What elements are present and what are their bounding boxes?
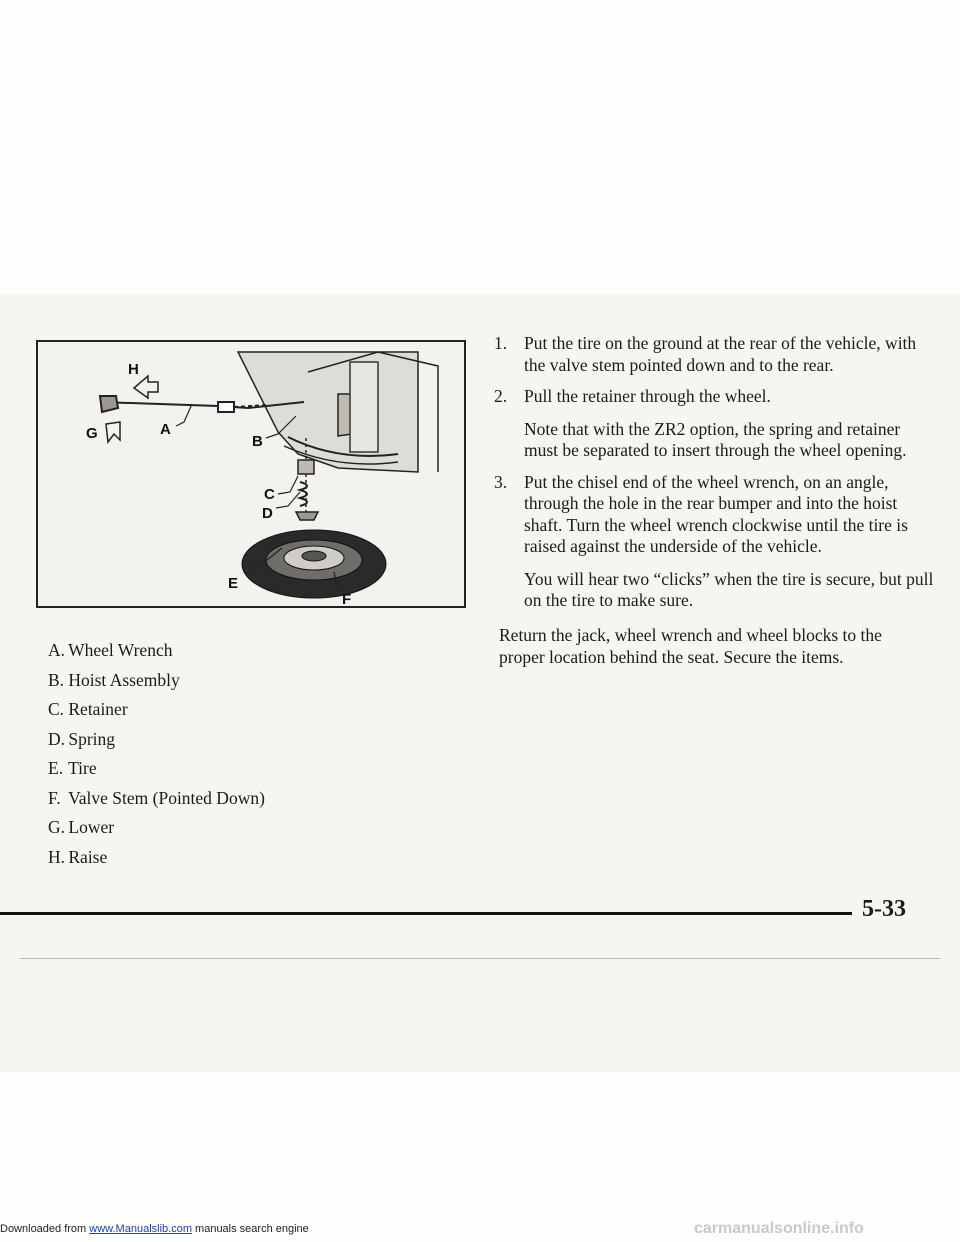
manualslib-link[interactable]: www.Manualslib.com bbox=[89, 1223, 192, 1235]
legend-item bbox=[48, 666, 428, 696]
legend-item bbox=[48, 636, 428, 666]
legend-text: Hoist Assembly bbox=[68, 669, 180, 690]
label-f: F bbox=[342, 591, 352, 606]
label-a: A bbox=[160, 421, 171, 438]
footer-prefix: Downloaded from bbox=[0, 1223, 90, 1235]
page-rule bbox=[0, 912, 852, 915]
label-e: E bbox=[228, 575, 239, 592]
step-2 bbox=[494, 386, 934, 462]
step-note: You will hear two “clicks” when the tire is secure, but pull on the tire to make sure. bbox=[524, 568, 934, 610]
footer-suffix: manuals search engine bbox=[191, 1223, 309, 1235]
step-number: 1. bbox=[494, 333, 508, 353]
bumper-drawing bbox=[238, 352, 438, 472]
step-text: Put the chisel end of the wheel wrench, on an angle, through the hole in the rear bumper and into the hoist shaft. Turn the wheel wrench clockwise until the tire is raised against the underside of the vehicle. bbox=[524, 471, 908, 556]
legend-letter: D. bbox=[48, 728, 66, 749]
tire-drawing bbox=[242, 530, 386, 598]
legend-text: Lower bbox=[68, 817, 115, 837]
legend-item bbox=[48, 754, 428, 784]
label-b: B bbox=[252, 433, 263, 450]
step-number: 2. bbox=[494, 386, 508, 406]
legend-letter: H. bbox=[48, 846, 66, 867]
step-note: Note that with the ZR2 option, the spring and retainer must be separated to insert through the wheel opening. bbox=[524, 418, 907, 460]
legend-text: Spring bbox=[68, 728, 116, 749]
legend-letter: E. bbox=[48, 758, 64, 778]
legend-letter: A. bbox=[48, 640, 66, 660]
legend-text: Retainer bbox=[68, 699, 128, 719]
legend-text: Raise bbox=[68, 846, 108, 867]
legend-item bbox=[48, 813, 428, 843]
step-text: Put the tire on the ground at the rear of the vehicle, with the valve stem pointed down and to the rear. bbox=[524, 333, 917, 375]
site-watermark: carmanualsonline.info bbox=[694, 1220, 864, 1237]
legend-item bbox=[48, 725, 428, 755]
step-3 bbox=[494, 472, 934, 612]
legend-item bbox=[48, 695, 428, 725]
download-footer bbox=[0, 1223, 309, 1235]
closing-paragraph: Return the jack, wheel wrench and wheel blocks to the proper location behind the seat. Secure the items. bbox=[499, 625, 882, 667]
bottom-margin bbox=[0, 1072, 960, 1242]
step-number: 3. bbox=[494, 471, 508, 492]
legend-letter: F. bbox=[48, 787, 61, 808]
step-text: Pull the retainer through the wheel. bbox=[524, 386, 771, 406]
label-d: D bbox=[262, 505, 273, 522]
step-1 bbox=[494, 333, 934, 376]
legend-text: Valve Stem (Pointed Down) bbox=[68, 787, 265, 808]
scan-line bbox=[20, 958, 940, 959]
top-margin bbox=[0, 0, 960, 294]
legend-letter: C. bbox=[48, 699, 65, 719]
legend-item bbox=[48, 843, 428, 873]
legend-letter: G. bbox=[48, 817, 66, 837]
hoist-diagram bbox=[38, 342, 464, 606]
legend-text: Wheel Wrench bbox=[68, 640, 173, 660]
legend-letter: B. bbox=[48, 669, 65, 690]
legend-text: Tire bbox=[68, 758, 97, 778]
spare-tire-hoist-illustration bbox=[36, 340, 466, 608]
page-number: 5-33 bbox=[862, 896, 906, 922]
instruction-steps bbox=[494, 333, 934, 622]
label-h: H bbox=[128, 361, 139, 378]
legend-item bbox=[48, 784, 428, 814]
figure-legend bbox=[48, 636, 428, 872]
label-c: C bbox=[264, 486, 275, 503]
label-g: G bbox=[86, 425, 98, 442]
